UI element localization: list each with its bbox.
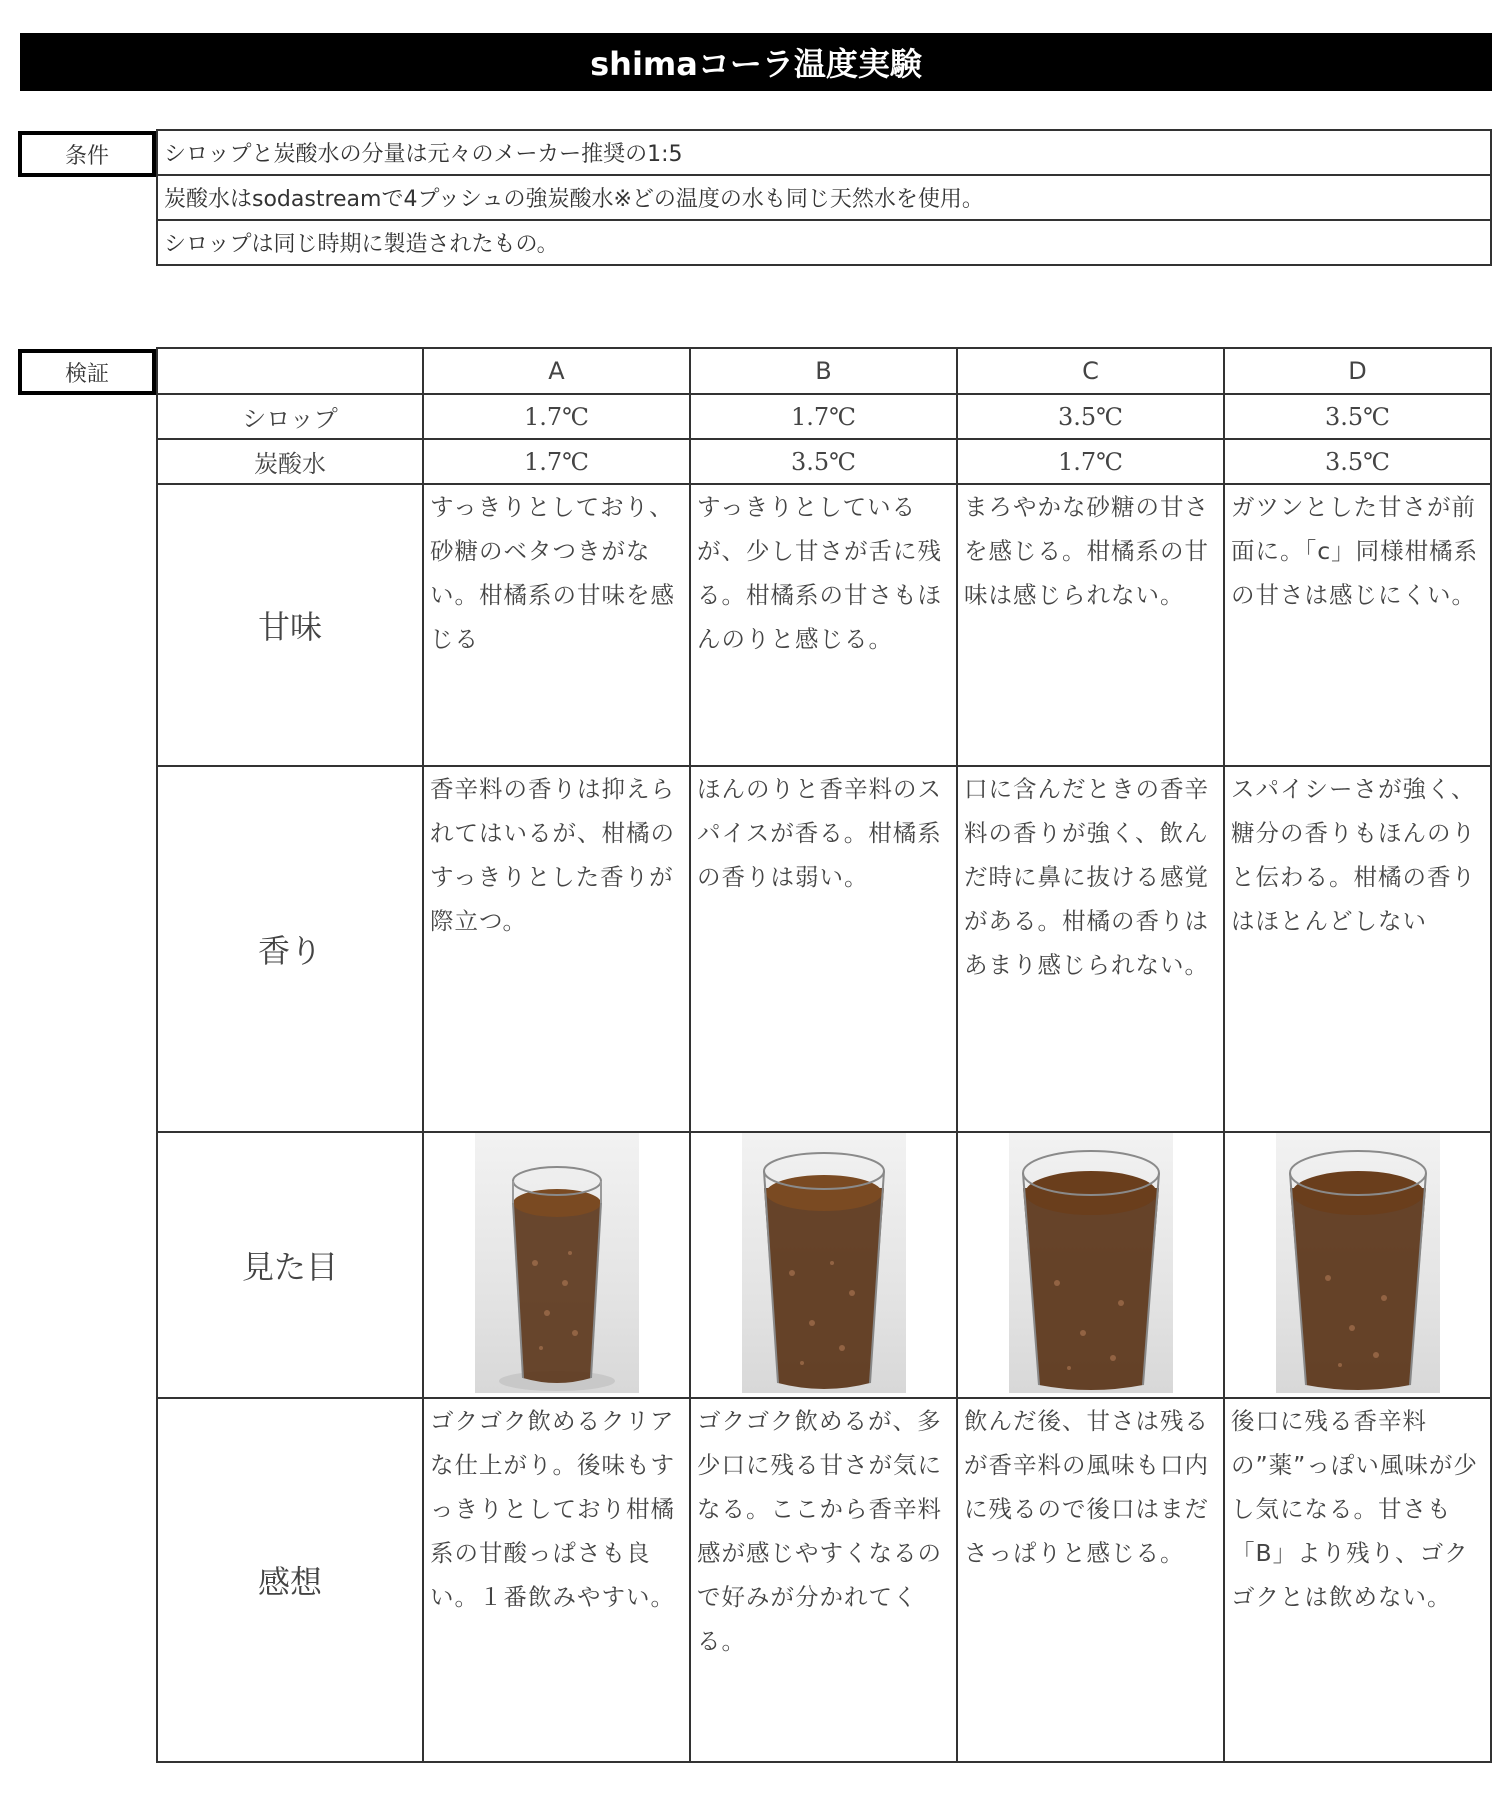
aroma-d: スパイシーさが強く、糖分の香りもほんのりと伝わる。柑橘の香りはほとんどしない (1224, 766, 1491, 1132)
condition-row: 炭酸水はsodastreamで4プッシュの強炭酸水※どの温度の水も同じ天然水を使用。 (157, 175, 1491, 220)
aroma-a: 香辛料の香りは抑えられてはいるが、柑橘のすっきりとした香りが際立つ。 (423, 766, 690, 1132)
syrup-temp-d: 3.5℃ (1224, 394, 1491, 439)
impression-b: ゴクゴク飲めるが、多少口に残る甘さが気になる。ここから香辛料感が感じやすくなるので好みが分かれてくる。 (690, 1398, 957, 1762)
column-header-c: C (957, 348, 1224, 394)
sweetness-b: すっきりとしているが、少し甘さが舌に残る。柑橘系の甘さもほんのりと感じる。 (690, 484, 957, 766)
appearance-c (957, 1132, 1224, 1398)
syrup-temp-b: 1.7℃ (690, 394, 957, 439)
sweetness-d: ガツンとした甘さが前面に。「c」同様柑橘系の甘さは感じにくい。 (1224, 484, 1491, 766)
syrup-temp-c: 3.5℃ (957, 394, 1224, 439)
aroma-b: ほんのりと香辛料のスパイスが香る。柑橘系の香りは弱い。 (690, 766, 957, 1132)
soda-temp-a: 1.7℃ (423, 439, 690, 484)
soda-temp-d: 3.5℃ (1224, 439, 1491, 484)
column-header-a: A (423, 348, 690, 394)
condition-row: シロップは同じ時期に製造されたもの。 (157, 220, 1491, 265)
page-title: shimaコーラ温度実験 (20, 33, 1492, 91)
soda-temp-b: 3.5℃ (690, 439, 957, 484)
appearance-d (1224, 1132, 1491, 1398)
soda-row-label: 炭酸水 (157, 439, 423, 484)
sweetness-c: まろやかな砂糖の甘さを感じる。柑橘系の甘味は感じられない。 (957, 484, 1224, 766)
glass-photo-d (1276, 1133, 1440, 1393)
appearance-row-label: 見た目 (157, 1132, 423, 1398)
column-header-d: D (1224, 348, 1491, 394)
appearance-a (423, 1132, 690, 1398)
verification-table (156, 347, 1492, 1763)
glass-photo-c (1009, 1133, 1173, 1393)
impression-c: 飲んだ後、甘さは残るが香辛料の風味も口内に残るので後口はまださっぱりと感じる。 (957, 1398, 1224, 1762)
condition-row: シロップと炭酸水の分量は元々のメーカー推奨の1:5 (157, 130, 1491, 175)
sweetness-a: すっきりとしており、砂糖のベタつきがない。柑橘系の甘味を感じる (423, 484, 690, 766)
verification-tag: 検証 (18, 349, 156, 395)
glass-photo-a (475, 1133, 639, 1393)
aroma-row-label: 香り (157, 766, 423, 1132)
conditions-table (156, 129, 1492, 266)
impression-d: 後口に残る香辛料の”薬”っぽい風味が少し気になる。甘さも「B」より残り、ゴクゴクとは飲めない。 (1224, 1398, 1491, 1762)
sweetness-row-label: 甘味 (157, 484, 423, 766)
syrup-temp-a: 1.7℃ (423, 394, 690, 439)
impression-row-label: 感想 (157, 1398, 423, 1762)
glass-photo-b (742, 1133, 906, 1393)
header-empty-cell (157, 348, 423, 394)
syrup-row-label: シロップ (157, 394, 423, 439)
aroma-c: 口に含んだときの香辛料の香りが強く、飲んだ時に鼻に抜ける感覚がある。柑橘の香りはあまり感じられない。 (957, 766, 1224, 1132)
column-header-b: B (690, 348, 957, 394)
conditions-tag: 条件 (18, 131, 156, 177)
impression-a: ゴクゴク飲めるクリアな仕上がり。後味もすっきりとしており柑橘系の甘酸っぱさも良い。１番飲みやすい。 (423, 1398, 690, 1762)
appearance-b (690, 1132, 957, 1398)
soda-temp-c: 1.7℃ (957, 439, 1224, 484)
